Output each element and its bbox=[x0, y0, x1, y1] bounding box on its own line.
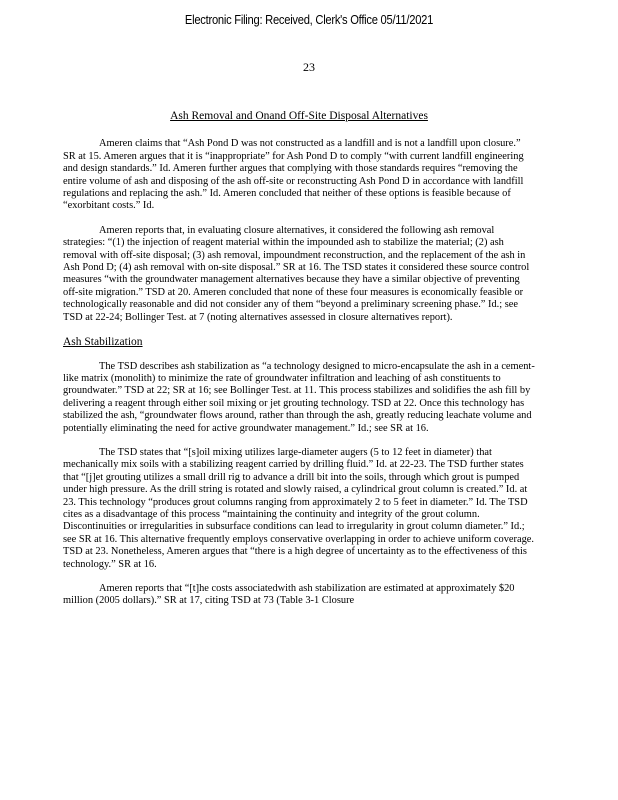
section-heading-ash-stabilization: Ash Stabilization bbox=[63, 336, 143, 349]
paragraph: Ameren reports that “[t]he costs associatedwith ash stabilization are estimated at approximately $20 million (2005 dollars).” SR at 17, citing TSD at 73 (Table 3-1 Closure bbox=[63, 583, 515, 607]
section-heading-ash-removal: Ash Removal and Onand Off-Site Disposal Alternatives bbox=[170, 110, 428, 122]
paragraph: The TSD states that “[s]oil mixing utilizes large-diameter augers (5 to 12 feet in diameter) that mechanically mix soils with a stabilizing reagent carried by drilling fluid.” Id. at 22-23. The TSD further states that “[j]et grouting utilizes a small drill rig to advance a drill bit into the soils, through which grout is pumped under high pressure. As the drill string is rotated and slowly raised, a cylindrical grout column is created.” Id. at 23. This technology “produces grout columns ranging from approximately 2 to 5 feet in diameter.” Id. The TSD cites as a disadvantage of this process “maintaining the continuity and integrity of the grout column. Discontinuities or irregularities in subsurface conditions can lead to irregularity in grout column diameter.” Id.; see SR at 16. This alternative frequently employs conservative overlapping in order to achieve uniform coverage. TSD at 23. Nonetheless, Ameren argues that “there is a high degree of uncertainty as to the effectiveness of this technology.” SR at 16. bbox=[63, 446, 534, 570]
paragraph: Ameren reports that, in evaluating closure alternatives, it considered the following ash removal strategies: “(1) the injection of reagent material within the impounded ash to stabilize the material; (2) ash removal with off-site disposal; (3) ash removal, impoundment reconstruction, and the replacement of the ash in Ash Pond D; (4) ash removal with on-site disposal.” SR at 16. The TSD states it considered these source control measures “with the groundwater management alternatives because they have a similar objective of preventing off-site migration.” TSD at 20. Ameren concluded that none of these four measures is economically feasible or technologically reasonable and did not consider any of them “beyond a preliminary screening phase.” Id.; see TSD at 22-24; Bollinger Test. at 7 (noting alternatives assessed in closure alternatives report). bbox=[63, 224, 530, 323]
document-body bbox=[63, 110, 535, 620]
filing-stamp: Electronic Filing: Received, Clerk's Office 05/11/2021 bbox=[184, 12, 434, 27]
paragraph: Ameren claims that “Ash Pond D was not constructed as a landfill and is not a landfill upon closure.” SR at 15. Ameren argues that it is “inappropriate” for Ash Pond D to comply “with current landfill engineering and design standards.” Id. Ameren further argues that complying with those standards requires “removing the entire volume of ash and disposing of the ash off-site or reconstructing Ash Pond D in accordance with landfill regulations and replacing the ash.” Id. Ameren concluded that neither of these options is feasible because of “exorbitant costs.” Id. bbox=[63, 138, 524, 212]
page-number: 23 bbox=[303, 60, 315, 74]
paragraph: The TSD describes ash stabilization as “a technology designed to micro-encapsulate the ash in a cement-like matrix (monolith) to minimize the rate of groundwater infiltration and leaching of ash constituents to groundwater.” TSD at 22; SR at 16; see Bollinger Test. at 11. This process stabilizes and solidifies the ash fill by delivering a reagent through either soil mixing or jet grouting technology. TSD at 22. Once this technology has stabilized the ash, “groundwater flows around, rather than through the ash, greatly reducing leachate volume and potentially eliminating the need for active groundwater management.” Id.; see SR at 16. bbox=[63, 360, 535, 434]
